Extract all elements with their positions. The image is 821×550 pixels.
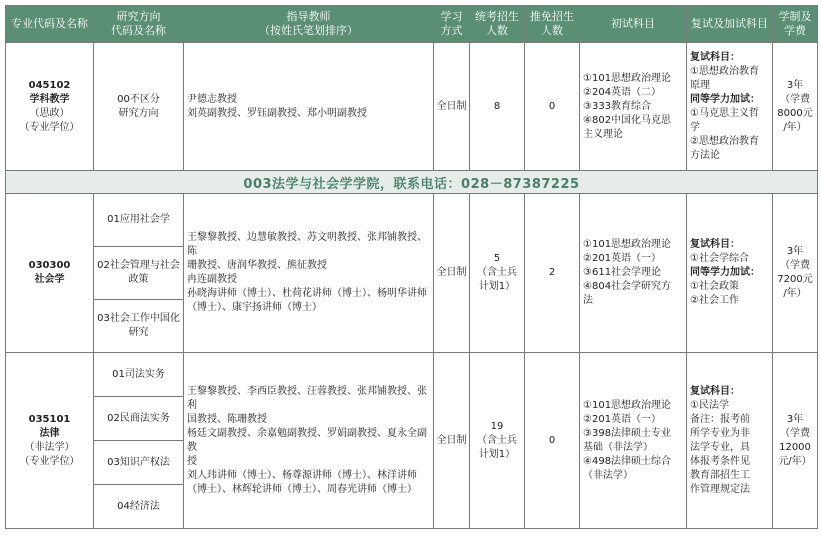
exempt-cell: 0	[525, 353, 580, 529]
header-advisors: 指导教师 （按姓氏笔划排序）	[184, 6, 434, 43]
table-row	[6, 43, 818, 171]
mode-cell: 全日制	[434, 353, 470, 529]
section-row	[6, 171, 818, 194]
direction-cell: 03知识产权法	[94, 441, 184, 485]
exempt-cell: 0	[525, 43, 580, 171]
mode-cell: 全日制	[434, 194, 470, 353]
direction-cell: 02民商法实务	[94, 397, 184, 441]
retest-cell: 复试科目： ①思想政治教育 原理 同等学力加试： ①马克思主义哲 学 ②思想政治教育 方法论	[687, 43, 773, 171]
header-mode: 学习 方式	[434, 6, 470, 43]
direction-cell: 03社会工作中国化研究	[94, 300, 184, 353]
exams-cell: ①101思想政治理论 ②201英语（一） ③611社会学理论 ④804社会学研究方 法	[580, 194, 687, 353]
header-exempt: 推免招生 人数	[525, 6, 580, 43]
program-code-cell: 045102 学科教学 （思政） （专业学位）	[6, 43, 94, 171]
header-retest: 复试及加试科目	[687, 6, 773, 43]
quota-cell: 8	[470, 43, 525, 171]
direction-cell: 02社会管理与社会政策	[94, 247, 184, 300]
header-code: 专业代码及名称	[6, 6, 94, 43]
retest-cell: 复试科目： ①民法学 备注：报考前 所学专业为非 法学专业，具 体报考条件见 教育部招生工 作管理规定法	[687, 353, 773, 529]
mode-cell: 全日制	[434, 43, 470, 171]
header-direction: 研究方向 代码及名称	[94, 6, 184, 43]
direction-cell: 04经济法	[94, 485, 184, 529]
exams-cell: ①101思想政治理论 ②204英语（二） ③333教育综合 ④802中国化马克思 主义理论	[580, 43, 687, 171]
exempt-cell: 2	[525, 194, 580, 353]
enrollment-table	[5, 5, 818, 529]
advisors-cell: 尹德志教授 刘英副教授、罗钰副教授、郑小明副教授	[184, 43, 434, 171]
table-row	[6, 194, 818, 247]
term-cell: 3年 （学费 12000 元/年）	[773, 353, 818, 529]
advisors-cell: 王黎黎教授、李西臣教授、汪蓉教授、张邦铺教授、张利 国教授、陈珊教授 杨廷文副教授、余嘉勉副教授、罗娟副教授、夏永全副教 授 刘人玮讲师（博士）、杨尊源讲师（博士）、林洋讲师 （博士）、林辉轮讲师（博士）、周春光讲师（博士）	[184, 353, 434, 529]
table-row	[6, 353, 818, 397]
direction-cell: 01应用社会学	[94, 194, 184, 247]
term-cell: 3年 （学费 7200元 /年）	[773, 194, 818, 353]
retest-cell: 复试科目： ①社会学综合 同等学力加试： ①社会政策 ②社会工作	[687, 194, 773, 353]
advisors-cell: 王黎黎教授、边慧敏教授、苏文明教授、张邦铺教授、陈 珊教授、唐润华教授、熊征教授 冉连副教授 孙晓海讲师（博士）、杜荷花讲师（博士）、杨明华讲师 （博士）、康宇扬讲师（博士）	[184, 194, 434, 353]
term-cell: 3年 （学费 8000元 /年）	[773, 43, 818, 171]
section-title: 003法学与社会学学院，联系电话：028－87387225	[6, 171, 818, 194]
header-term: 学制及 学费	[773, 6, 818, 43]
program-code-cell: 035101 法律 （非法学） （专业学位）	[6, 353, 94, 529]
table-header-row	[6, 6, 818, 43]
header-quota: 统考招生 人数	[470, 6, 525, 43]
quota-cell: 5 （含士兵 计划1）	[470, 194, 525, 353]
exams-cell: ①101思想政治理论 ②201英语（一） ③398法律硕士专业 基础（非法学） ④498法律硕士综合 （非法学）	[580, 353, 687, 529]
direction-cell: 00不区分 研究方向	[94, 43, 184, 171]
header-exams: 初试科目	[580, 6, 687, 43]
program-code-cell: 030300 社会学	[6, 194, 94, 353]
quota-cell: 19 （含士兵 计划1）	[470, 353, 525, 529]
direction-cell: 01司法实务	[94, 353, 184, 397]
